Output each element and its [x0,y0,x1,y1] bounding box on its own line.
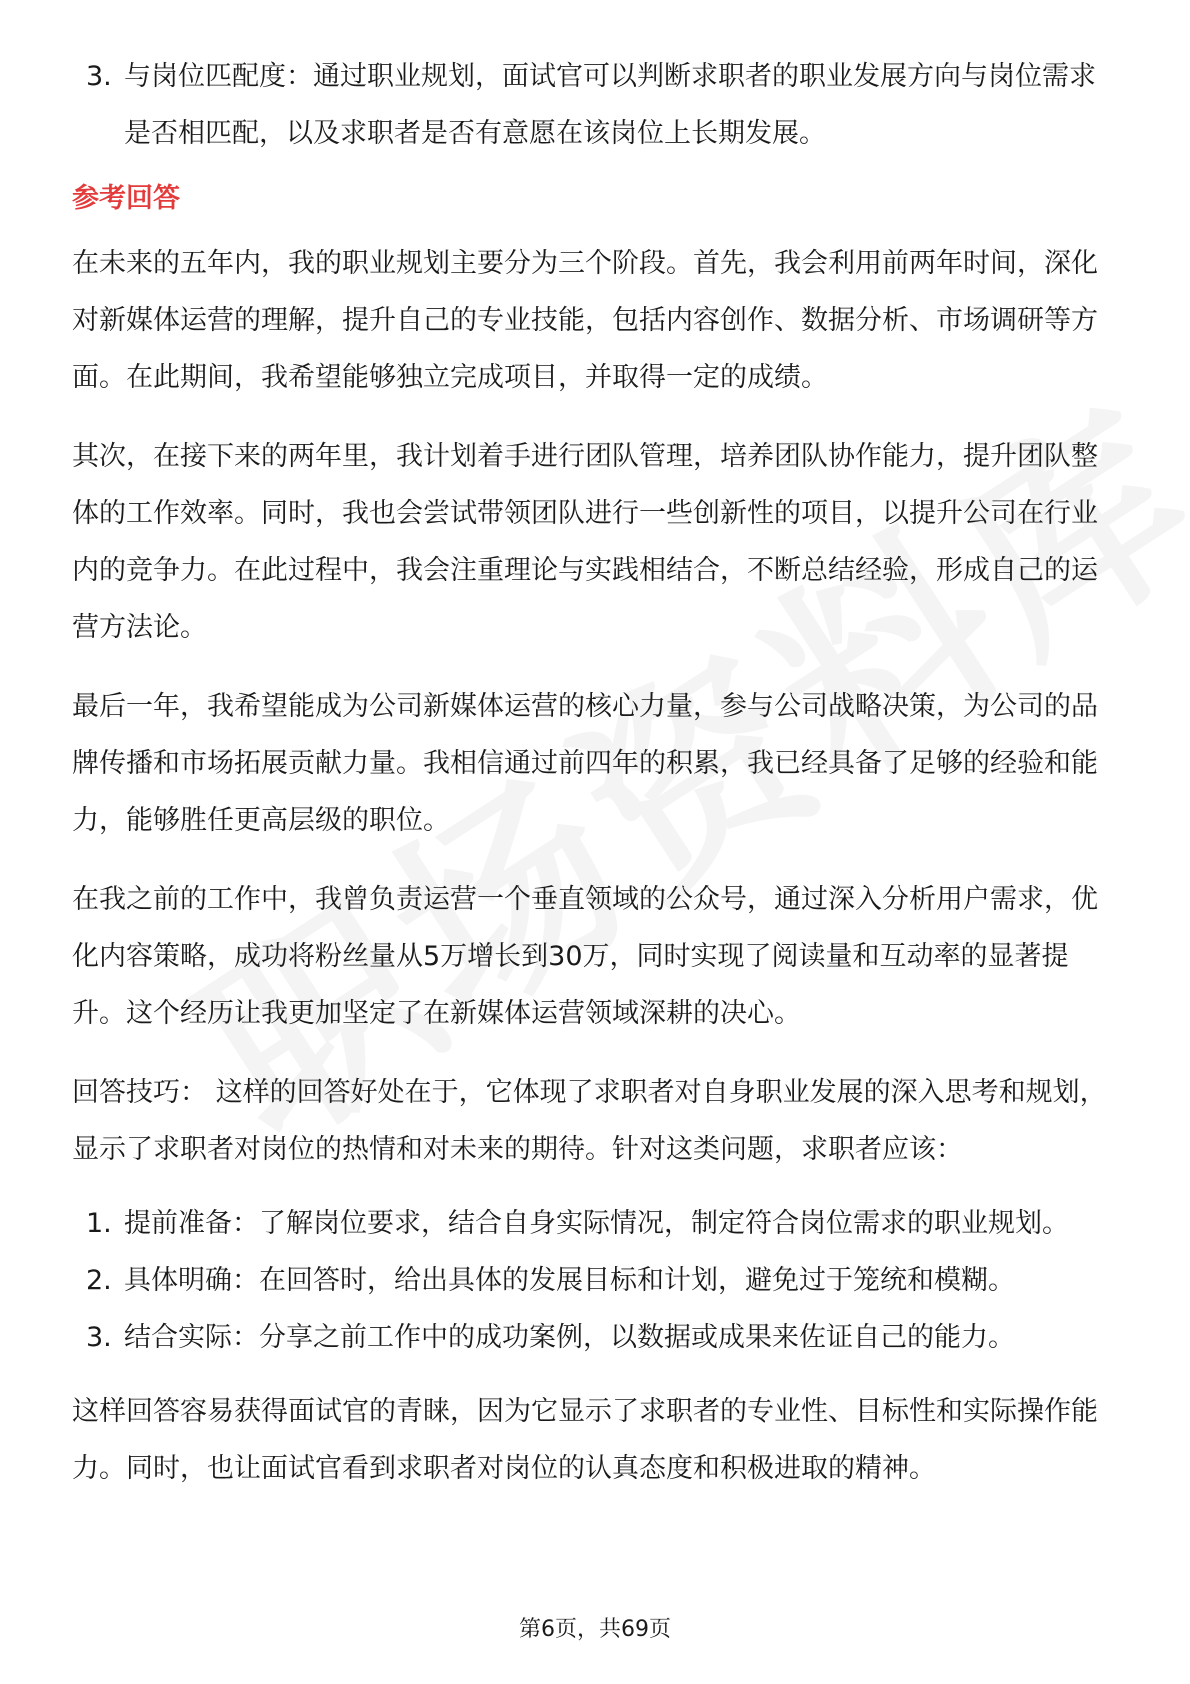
list-item [72,1195,1122,1252]
list-item [72,1309,1122,1366]
paragraph: 其次，在接下来的两年里，我计划着手进行团队管理，培养团队协作能力，提升团队整体的工作效率。同时，我也会尝试带领团队进行一些创新性的项目，以提升公司在行业内的竞争力。在此过程中，我会注重理论与实践相结合，不断总结经验，形成自己的运营方法论。 [72,441,1098,643]
criteria-list [72,48,1122,162]
list-item [72,1252,1122,1309]
document-content [72,48,1122,1497]
closing-paragraph: 这样回答容易获得面试官的青睐，因为它显示了求职者的专业性、目标性和实际操作能力。同时，也让面试官看到求职者对岗位的认真态度和积极进取的精神。 [72,1396,1098,1484]
page-number: 第6页，共69页 [519,1617,671,1642]
list-item-text: 具体明确：在回答时，给出具体的发展目标和计划，避免过于笼统和模糊。 [124,1265,1015,1296]
paragraph: 在未来的五年内，我的职业规划主要分为三个阶段。首先，我会利用前两年时间，深化对新媒体运营的理解，提升自己的专业技能，包括内容创作、数据分析、市场调研等方面。在此期间，我希望能够独立完成项目，并取得一定的成绩。 [72,248,1098,393]
list-item-number: 1. [86,1208,112,1239]
section-heading: 参考回答 [72,183,180,214]
tips-intro-paragraph: 回答技巧： 这样的回答好处在于，它体现了求职者对自身职业发展的深入思考和规划，显示了求职者对岗位的热情和对未来的期待。针对这类问题，求职者应该： [72,1077,1107,1165]
list-item-number: 2. [86,1265,112,1296]
paragraph: 在我之前的工作中，我曾负责运营一个垂直领域的公众号，通过深入分析用户需求，优化内容策略，成功将粉丝量从5万增长到30万，同时实现了阅读量和互动率的显著提升。这个经历让我更加坚定了在新媒体运营领域深耕的决心。 [72,884,1098,1029]
list-item-number: 3. [86,61,112,92]
list-item-text: 结合实际：分享之前工作中的成功案例，以数据或成果来佐证自己的能力。 [124,1322,1015,1353]
list-item-text: 与岗位匹配度：通过职业规划，面试官可以判断求职者的职业发展方向与岗位需求是否相匹配，以及求职者是否有意愿在该岗位上长期发展。 [124,61,1096,149]
list-item [72,48,1122,162]
tips-list [72,1195,1122,1366]
list-item-text: 提前准备：了解岗位要求，结合自身实际情况，制定符合岗位需求的职业规划。 [124,1208,1069,1239]
list-item-number: 3. [86,1322,112,1353]
paragraph: 最后一年，我希望能成为公司新媒体运营的核心力量，参与公司战略决策，为公司的品牌传播和市场拓展贡献力量。我相信通过前四年的积累，我已经具备了足够的经验和能力，能够胜任更高层级的职位。 [72,691,1098,836]
